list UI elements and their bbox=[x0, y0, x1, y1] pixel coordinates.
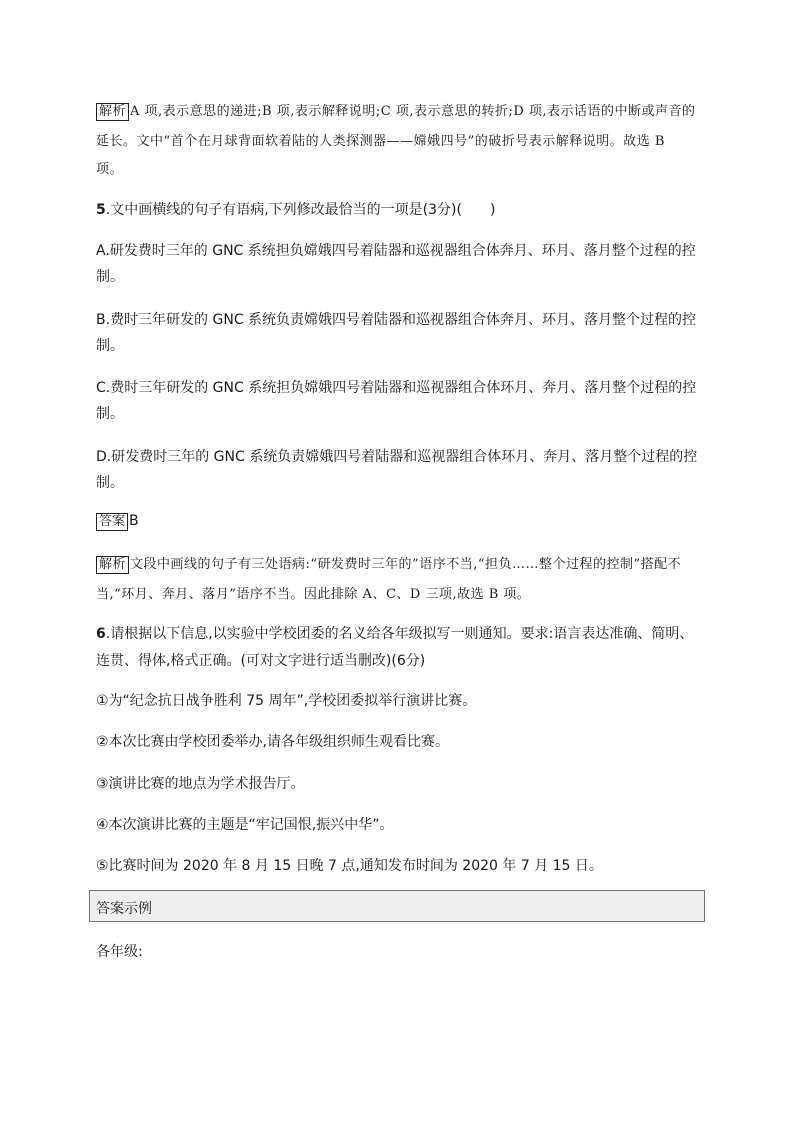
q6-item-4: ④本次演讲比赛的主题是“牢记国恨,振兴中华”。 bbox=[96, 817, 394, 833]
analysis-tag: 解析 bbox=[96, 103, 129, 121]
answer-tag: 答案 bbox=[96, 513, 128, 531]
q5-option-b-line-2: 制。 bbox=[96, 338, 124, 354]
q5-option-a-line-2: 制。 bbox=[96, 269, 124, 285]
q4-analysis-line-2: 延长。文中“首个在月球背面软着陆的人类探测器——嫦娥四号”的破折号表示解释说明。故选 B bbox=[96, 134, 665, 149]
q5-option-d-line-2: 制。 bbox=[96, 475, 124, 491]
q4-analysis-line-3: 项。 bbox=[96, 162, 124, 177]
q6-item-3: ③演讲比赛的地点为学术报告厅。 bbox=[96, 776, 305, 792]
q6-stem-line-2: 连贯、得体,格式正确。(可对文字进行适当删改)(6分) bbox=[96, 653, 426, 669]
q5-option-c-line-1: C.费时三年研发的 GNC 系统担负嫦娥四号着陆器和巡视器组合体环月、奔月、落月整个过程的控 bbox=[96, 380, 697, 396]
q5-stem: 5.文中画横线的句子有语病,下列修改最恰当的一项是(3分)( ) bbox=[96, 202, 496, 218]
q5-option-a-line-1: A.研发费时三年的 GNC 系统担负嫦娥四号着陆器和巡视器组合体奔月、环月、落月整个过程的控 bbox=[96, 243, 696, 259]
answer-example-label: 答案示例 bbox=[96, 901, 152, 917]
q5-answer: 答案 B bbox=[96, 513, 139, 531]
q5-option-d-line-1: D.研发费时三年的 GNC 系统负责嫦娥四号着陆器和巡视器组合体环月、奔月、落月整个过程的控 bbox=[96, 449, 698, 465]
q6-item-2: ②本次比赛由学校团委举办,请各年级组织师生观看比赛。 bbox=[96, 734, 449, 750]
q4-analysis-line-1: 解析 A 项,表示意思的递进;B 项,表示解释说明;C 项,表示意思的转折;D 项,表示话语的中断或声音的 bbox=[96, 100, 696, 121]
q5-option-c-line-2: 制。 bbox=[96, 406, 124, 422]
q5-option-b-line-1: B.费时三年研发的 GNC 系统负责嫦娥四号着陆器和巡视器组合体奔月、环月、落月整个过程的控 bbox=[96, 312, 697, 328]
q6-answer-start: 各年级: bbox=[96, 944, 143, 960]
q6-stem-line-1: 6.请根据以下信息,以实验中学校团委的名义给各年级拟写一则通知。要求:语言表达准确、简明、 bbox=[96, 626, 694, 642]
q6-item-5: ⑤比赛时间为 2020 年 8 月 15 日晚 7 点,通知发布时间为 2020 年 7 月 15 日。 bbox=[96, 858, 603, 874]
q6-item-1: ①为“纪念抗日战争胜利 75 周年”,学校团委拟举行演讲比赛。 bbox=[96, 693, 477, 709]
q5-analysis-line-1: 解析 文段中画线的句子有三处语病:“研发费时三年的”语序不当,“担负……整个过程的控制”搭配不 bbox=[96, 553, 681, 574]
q5-analysis-line-2: 当,“环月、奔月、落月”语序不当。因此排除 A、C、D 三项,故选 B 项。 bbox=[96, 587, 531, 602]
answer-example-box bbox=[89, 890, 705, 922]
analysis-tag: 解析 bbox=[96, 556, 129, 574]
